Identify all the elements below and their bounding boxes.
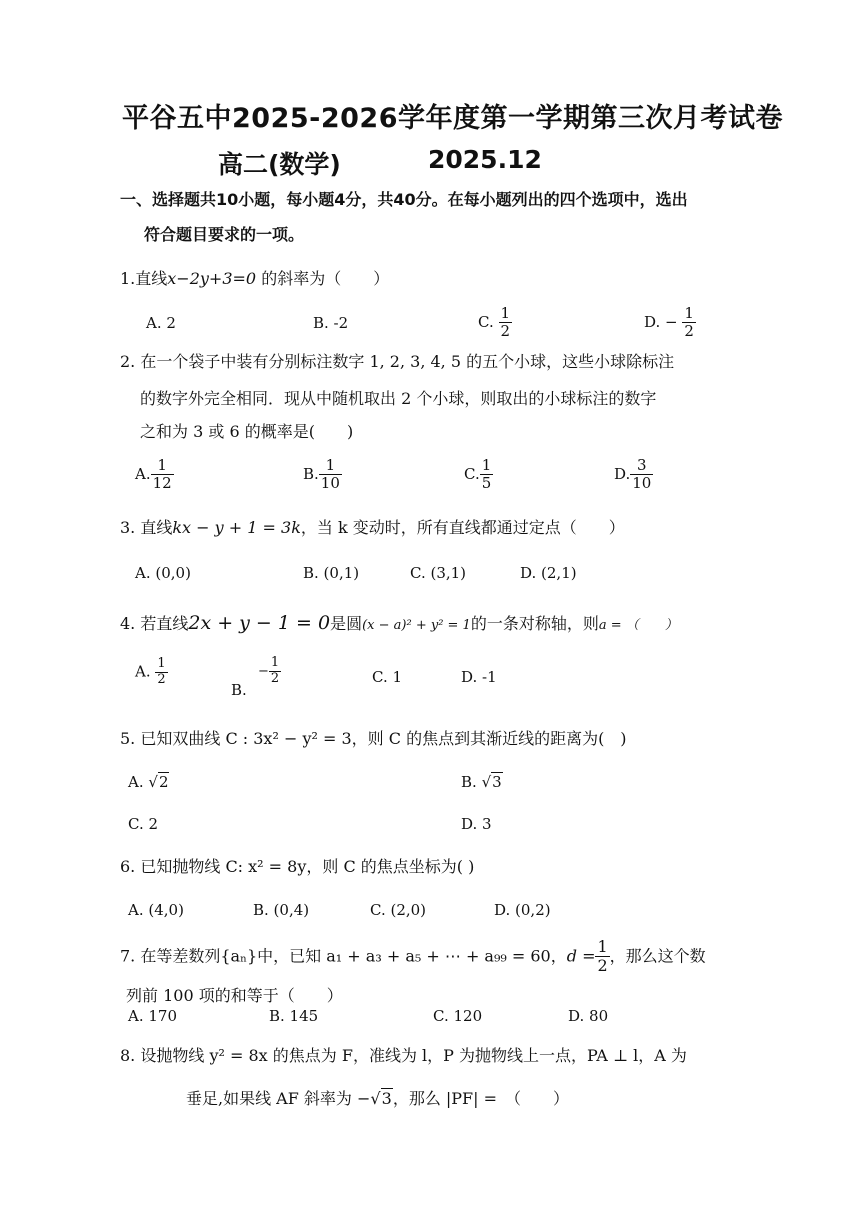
exam-subject: 高二(数学) (218, 150, 341, 179)
q8-line2-b: ，那么 |PF| = （ ） (392, 1089, 570, 1108)
q5-option-a (128, 773, 169, 791)
frac-numerator: 1 (597, 937, 608, 956)
frac-denominator: 2 (157, 671, 166, 687)
q6-option-b: B. (0,4) (253, 901, 310, 919)
q7-option-d: D. 80 (568, 1007, 609, 1025)
q5-option-a-label: A. (128, 773, 149, 791)
section-heading-line2: 符合题目要求的一项。 (144, 225, 305, 244)
frac-numerator: 1 (319, 457, 342, 475)
q2-option-b-label: B. (303, 464, 319, 483)
q4-suffix: 的一条对称轴，则 (470, 614, 599, 633)
q1-option-d-label: D. − (644, 312, 678, 331)
q7-option-c: C. 120 (433, 1007, 483, 1025)
question-1 (120, 266, 389, 289)
q2-option-d-fraction (630, 457, 653, 493)
frac-denominator: 2 (500, 322, 511, 341)
q3-option-d: D. (2,1) (520, 564, 577, 582)
question-3 (120, 515, 625, 538)
q5-option-b-radicand: 3 (492, 773, 502, 791)
q1-option-c-fraction (499, 305, 513, 341)
q1-option-c-label: C. (478, 312, 494, 331)
q2-option-a (135, 457, 174, 493)
frac-numerator: 1 (481, 456, 492, 474)
q3-option-c: C. (3,1) (410, 564, 467, 582)
q4-option-b-fraction (269, 656, 281, 687)
q6-option-d: D. (0,2) (494, 901, 551, 919)
frac-denominator: 2 (597, 956, 608, 976)
q4-prefix: 4. 若直线 (120, 614, 189, 633)
q2-line1: 2. 在一个袋子中装有分别标注数字 1, 2, 3, 4, 5 的五个小球，这些小球除标注 (120, 352, 675, 371)
exam-title: 平谷五中2025-2026学年度第一学期第三次月考试卷 (122, 103, 783, 134)
q7-d-label: d = (566, 946, 596, 966)
q6-option-c: C. (2,0) (370, 901, 427, 919)
q4-option-d: D. -1 (461, 668, 497, 686)
q2-line3: 之和为 3 或 6 的概率是( ) (140, 422, 354, 441)
q2-option-d (614, 457, 653, 493)
q2-option-a-label: A. (135, 464, 151, 483)
frac-numerator: 1 (270, 655, 280, 670)
sqrt-symbol: √ (481, 773, 492, 791)
q4-circle-equation: (x − a)² + y² = 1 (362, 618, 471, 633)
frac-denominator: 10 (320, 474, 340, 493)
q3-equation: kx − y + 1 = 3k (172, 518, 301, 537)
q4-option-b-label: B. (231, 681, 247, 699)
q1-option-d-fraction (682, 305, 696, 341)
q4-line-equation: 2x + y − 1 = 0 (188, 612, 331, 634)
q5-option-b-label: B. (461, 773, 482, 791)
q4-option-a-fraction (155, 657, 167, 688)
q1-option-d (644, 305, 696, 341)
q2-option-b-fraction (319, 457, 342, 493)
q4-option-a-label: A. (135, 662, 151, 681)
frac-denominator: 2 (270, 670, 280, 686)
q8-line2-a: 垂足,如果线 AF 斜率为 − (186, 1089, 371, 1108)
q2-option-a-fraction (151, 457, 174, 493)
q4-middle: 是圆 (330, 614, 363, 633)
frac-denominator: 10 (632, 474, 652, 493)
frac-denominator: 12 (152, 474, 172, 493)
q8-line2 (186, 1086, 569, 1109)
question-6: 6. 已知抛物线 C: x² = 8y，则 C 的焦点坐标为( ) (120, 857, 475, 876)
question-5: 5. 已知双曲线 C : 3x² − y² = 3，则 C 的焦点到其渐近线的距离为( ) (120, 729, 627, 748)
q2-option-c (464, 457, 493, 493)
q4-tail: a = （ ） (598, 618, 678, 633)
q2-option-c-fraction (480, 457, 494, 493)
q7-d-fraction (595, 938, 609, 976)
frac-denominator: 2 (684, 322, 694, 341)
q1-option-c (478, 305, 512, 341)
question-4 (120, 611, 678, 634)
q7-line2: 列前 100 项的和等于（ ） (126, 986, 343, 1005)
q1-prefix: 1.直线 (120, 269, 168, 288)
q1-equation: x−2y+3=0 (167, 269, 257, 288)
frac-numerator: 3 (630, 457, 653, 475)
q7-option-a: A. 170 (128, 1007, 177, 1025)
q5-option-c: C. 2 (128, 815, 159, 833)
q5-option-b (461, 773, 503, 791)
frac-denominator: 5 (481, 474, 492, 493)
q2-option-d-label: D. (614, 464, 631, 483)
q8-sqrt-radicand: 3 (381, 1089, 392, 1108)
exam-date: 2025.12 (428, 145, 542, 174)
q3-prefix: 3. 直线 (120, 518, 173, 537)
q3-suffix: ，当 k 变动时，所有直线都通过定点（ ） (300, 518, 625, 537)
q7-line1-a: 7. 在等差数列{aₙ}中，已知 a₁ + a₃ + a₅ + ⋯ + a₉₉ = 60， (120, 946, 567, 966)
q1-suffix: 的斜率为（ ） (256, 269, 390, 288)
q3-option-a: A. (0,0) (135, 564, 191, 582)
q2-option-b (303, 457, 342, 493)
question-7-line1 (120, 938, 706, 976)
q6-option-a: A. (4,0) (128, 901, 184, 919)
q2-line2: 的数字外完全相同．现从中随机取出 2 个小球，则取出的小球标注的数字 (140, 389, 657, 408)
frac-numerator: 1 (684, 304, 694, 322)
q4-option-a (135, 657, 168, 688)
q8-line1: 8. 设抛物线 y² = 8x 的焦点为 F，准线为 l，P 为抛物线上一点，PA ⊥ l，A 为 (120, 1046, 687, 1065)
q4-option-c: C. 1 (372, 668, 403, 686)
q4-option-b-minus: − (258, 663, 269, 679)
section-heading-line1: 一、选择题共10小题，每小题4分，共40分。在每小题列出的四个选项中，选出 (120, 190, 688, 209)
q3-option-b: B. (0,1) (303, 564, 360, 582)
frac-numerator: 1 (500, 304, 511, 322)
q2-option-c-label: C. (464, 464, 480, 483)
q7-line1-b: ，那么这个数 (609, 946, 706, 966)
q5-option-a-radicand: 2 (158, 773, 169, 791)
q4-option-b (258, 656, 281, 687)
q1-option-a: A. 2 (146, 314, 176, 332)
sqrt-symbol: √ (370, 1089, 381, 1108)
q7-option-b: B. 145 (269, 1007, 319, 1025)
q1-option-b: B. -2 (313, 314, 349, 332)
q5-option-d: D. 3 (461, 815, 492, 833)
frac-numerator: 1 (157, 656, 166, 671)
frac-numerator: 1 (151, 457, 174, 475)
sqrt-symbol: √ (148, 773, 158, 791)
